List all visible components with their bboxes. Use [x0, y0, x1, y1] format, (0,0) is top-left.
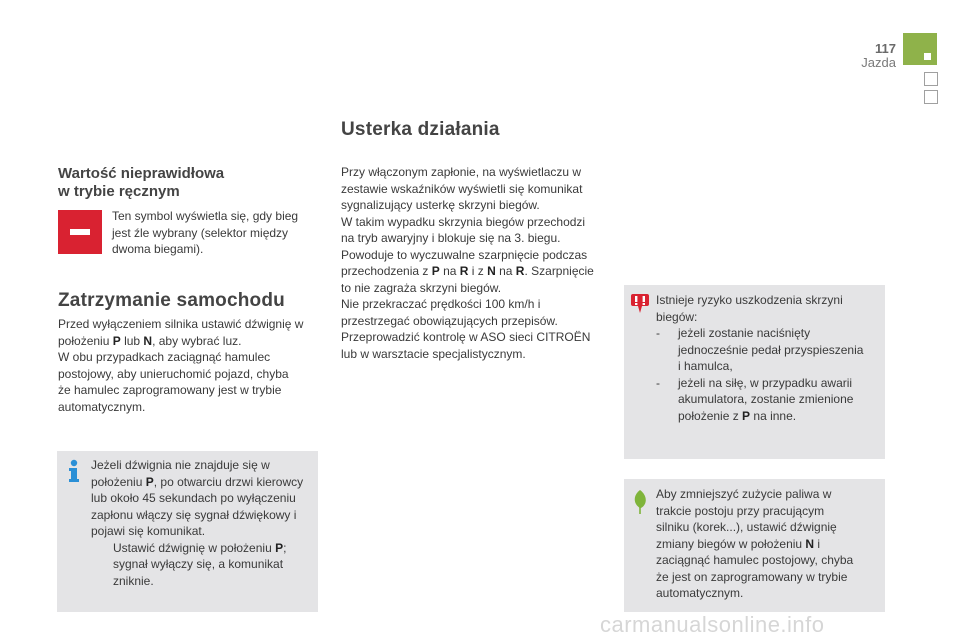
gear-fault-icon: [58, 210, 102, 254]
eco-leaf-icon: [630, 489, 650, 515]
list-item: - jeżeli zostanie naciśnięty jednocześnie pedał przyspieszenia i hamulca,: [656, 326, 864, 373]
symbol-description: Ten symbol wyświetla się, gdy bieg jest źle wybrany (selektor między dwoma biegami).: [112, 209, 299, 256]
list-item: Ustawić dźwignię w położeniu P; sygnał wyłączy się, a komunikat zniknie.: [113, 540, 287, 588]
eco-panel: [624, 479, 885, 612]
info-text: Jeżeli dźwignia nie znajduje się w położeniu P, po otwarciu drzwi kierowcy lub około 45 sekundach po wyłączeniu zapłonu włączy się sygnał dźwiękowy i pojawi się komunikat. Ustawić dźwignię w położeniu P; sygnał wyłączy się, a komunikat zniknie.: [91, 457, 313, 589]
stop-text: Przed wyłączeniem silnika ustawić dźwignię w położeniu P lub N, aby wybrać luz. W obu przypadkach zaciągnąć hamulec postojowy, aby unieruchomić pojazd, chyba że hamulec zaprogramowany jest w trybie automatycznym.: [58, 317, 304, 414]
info-icon: [65, 459, 83, 483]
tab-dot-icon: [924, 53, 931, 60]
chapter-tab-active: [903, 33, 937, 65]
watermark: carmanualsonline.info: [600, 612, 825, 637]
warning-icon: [629, 293, 651, 315]
eco-text: Aby zmniejszyć zużycie paliwa w trakcie postoju przy pracującym silniku (korek...), ustawić dźwignię zmiany biegów w położeniu N i zaciągnąć hamulec postojowy, chyba że jest on zaprogramowany w trybie automatycznym.: [656, 487, 854, 600]
warning-panel: [624, 285, 885, 459]
warning-text: Istnieje ryzyko uszkodzenia skrzyni biegów: - jeżeli zostanie naciśnięty jednocześnie pedał przyspieszenia i hamulca, - jeżeli na siłę, w przypadku awarii akumulatora, zostanie zmienione położenie z P na inne.: [656, 292, 881, 424]
heading-stop: Zatrzymanie samochodu: [58, 290, 285, 311]
list-item: - jeżeli na siłę, w przypadku awarii akumulatora, zostanie zmienione położenie z P na inne.: [656, 375, 854, 423]
chapter-tab-box: [924, 72, 938, 86]
page-number: 117: [875, 41, 896, 56]
heading-fault: Usterka działania: [341, 119, 500, 140]
chapter-tab-box: [924, 90, 938, 104]
section-name: Jazda: [861, 55, 896, 70]
heading-wrong-value: Wartość nieprawidłowa w trybie ręcznym: [58, 165, 225, 200]
info-panel: [57, 451, 318, 612]
fault-text: Przy włączonym zapłonie, na wyświetlaczu w zestawie wskaźników wyświetli się komunikat sygnalizujący usterkę skrzyni biegów. W takim wypadku skrzynia biegów przechodzi na tryb awaryjny i blokuje się na 3. biegu. Powoduje to wyczuwalne szarpnięcie podczas przechodzenia z P na R i z N na R. Szarpnięcie to nie zagraża skrzyni biegów. Nie przekraczać prędkości 100 km/h i przestrzegać obowiązujących przepisów. Przeprowadzić kontrolę w ASO sieci CITROËN lub w warsztacie specjalistycznym.: [341, 165, 594, 361]
